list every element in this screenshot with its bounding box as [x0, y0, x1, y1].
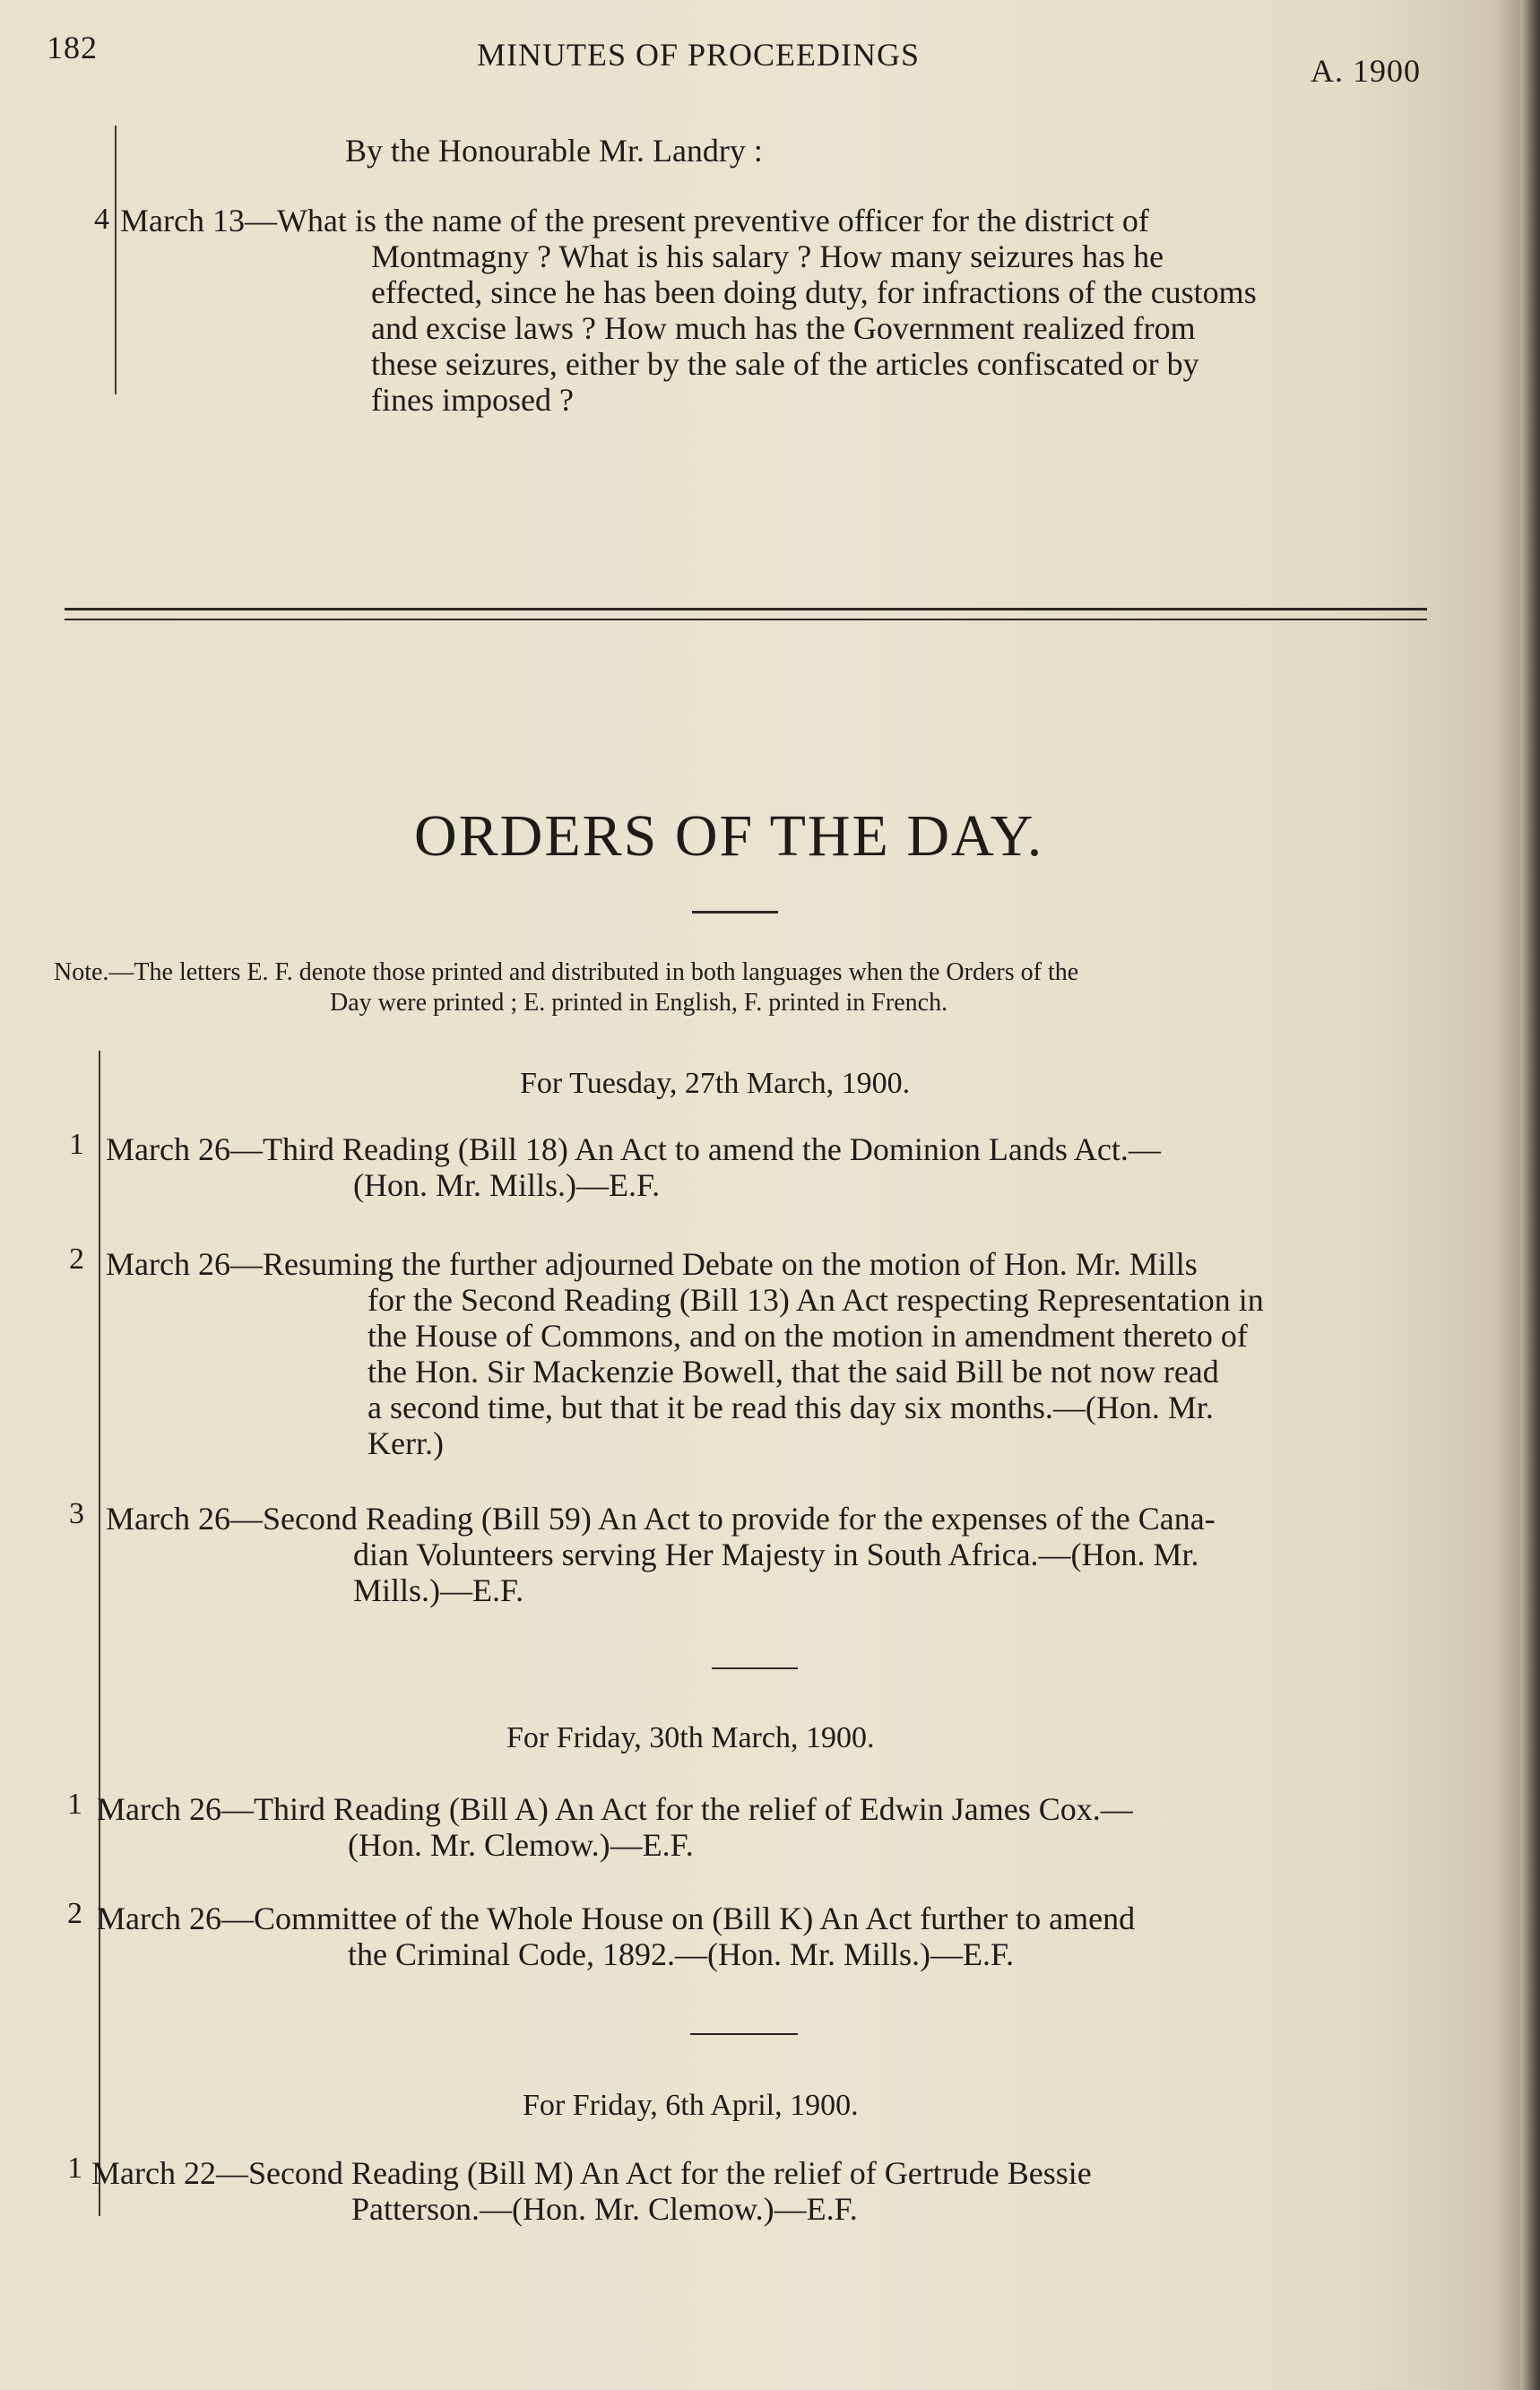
- item-number: 2: [67, 1897, 82, 1930]
- order-line: March 26—Third Reading (Bill A) An Act for the relief of Edwin James Cox.—: [97, 1791, 1133, 1827]
- order-line: Kerr.): [368, 1425, 444, 1461]
- orders-title: ORDERS OF THE DAY.: [414, 803, 1044, 869]
- section-heading: For Tuesday, 27th March, 1900.: [520, 1067, 911, 1100]
- question-line: fines imposed ?: [371, 382, 574, 418]
- order-item: [97, 1901, 1135, 1972]
- order-line: March 26—Third Reading (Bill 18) An Act to amend the Dominion Lands Act.—: [106, 1131, 1161, 1167]
- title-rule: [692, 911, 778, 914]
- session-year: A. 1900: [1311, 53, 1421, 89]
- order-line: Mills.)—E.F.: [353, 1572, 524, 1608]
- item-number: 3: [69, 1497, 84, 1530]
- order-line: March 26—Resuming the further adjourned Debate on the motion of Hon. Mr. Mills: [106, 1246, 1198, 1282]
- item-number: 1: [67, 1788, 82, 1821]
- section-rule: [690, 2033, 798, 2035]
- section-heading: For Friday, 30th March, 1900.: [506, 1721, 875, 1754]
- question-line: these seizures, either by the sale of the articles confiscated or by: [371, 346, 1199, 382]
- order-line: the Criminal Code, 1892.—(Hon. Mr. Mills.)—E.F.: [348, 1936, 1015, 1972]
- order-line: Patterson.—(Hon. Mr. Clemow.)—E.F.: [351, 2191, 858, 2227]
- order-line: a second time, but that it be read this day six months.—(Hon. Mr.: [368, 1390, 1214, 1425]
- question-line: Montmagny ? What is his salary ? How many seizures has he: [371, 238, 1164, 274]
- order-item: [106, 1131, 1161, 1203]
- note-line: Note.—The letters E. F. denote those printed and distributed in both languages when the Orders of the: [54, 958, 1079, 986]
- page-number: 182: [47, 30, 98, 65]
- order-line: March 26—Second Reading (Bill 59) An Act to provide for the expenses of the Cana-: [106, 1501, 1216, 1537]
- item-number: 2: [69, 1243, 84, 1276]
- question-text: [120, 203, 1257, 418]
- question-heading: By the Honourable Mr. Landry :: [345, 133, 763, 169]
- section-heading: For Friday, 6th April, 1900.: [523, 2089, 859, 2122]
- section-divider-bottom: [65, 619, 1427, 620]
- order-line: the House of Commons, and on the motion in amendment thereto of: [368, 1318, 1248, 1354]
- order-line: (Hon. Mr. Clemow.)—E.F.: [348, 1827, 694, 1863]
- question-number: 4: [94, 203, 109, 236]
- order-item: [97, 1791, 1133, 1863]
- note-line: Day were printed ; E. printed in English, F. printed in French.: [330, 989, 948, 1017]
- item-number: 1: [67, 2152, 82, 2185]
- running-title: MINUTES OF PROCEEDINGS: [477, 37, 921, 73]
- order-line: the Hon. Sir Mackenzie Bowell, that the said Bill be not now read: [368, 1354, 1219, 1390]
- section-rule: [712, 1667, 798, 1669]
- order-line: March 22—Second Reading (Bill M) An Act for the relief of Gertrude Bessie: [91, 2155, 1092, 2191]
- order-line: March 26—Committee of the Whole House on (Bill K) An Act further to amend: [97, 1901, 1136, 1936]
- book-binding-edge: [1520, 0, 1540, 2390]
- section-divider-top: [65, 608, 1427, 610]
- order-item: [106, 1501, 1216, 1608]
- orders-note: [54, 957, 1078, 1018]
- order-line: for the Second Reading (Bill 13) An Act respecting Representation in: [368, 1282, 1264, 1318]
- orders-margin-line: [99, 1051, 100, 2216]
- order-line: dian Volunteers serving Her Majesty in South Africa.—(Hon. Mr.: [353, 1537, 1199, 1572]
- question-line: effected, since he has been doing duty, for infractions of the customs: [371, 274, 1257, 310]
- order-line: (Hon. Mr. Mills.)—E.F.: [353, 1167, 661, 1203]
- order-item: [91, 2155, 1092, 2227]
- question-line: and excise laws ? How much has the Government realized from: [371, 310, 1196, 346]
- item-number: 1: [69, 1128, 84, 1161]
- question-margin-line: [115, 126, 117, 394]
- question-line: March 13—What is the name of the present preventive officer for the district of: [120, 203, 1149, 238]
- order-item: [106, 1246, 1264, 1461]
